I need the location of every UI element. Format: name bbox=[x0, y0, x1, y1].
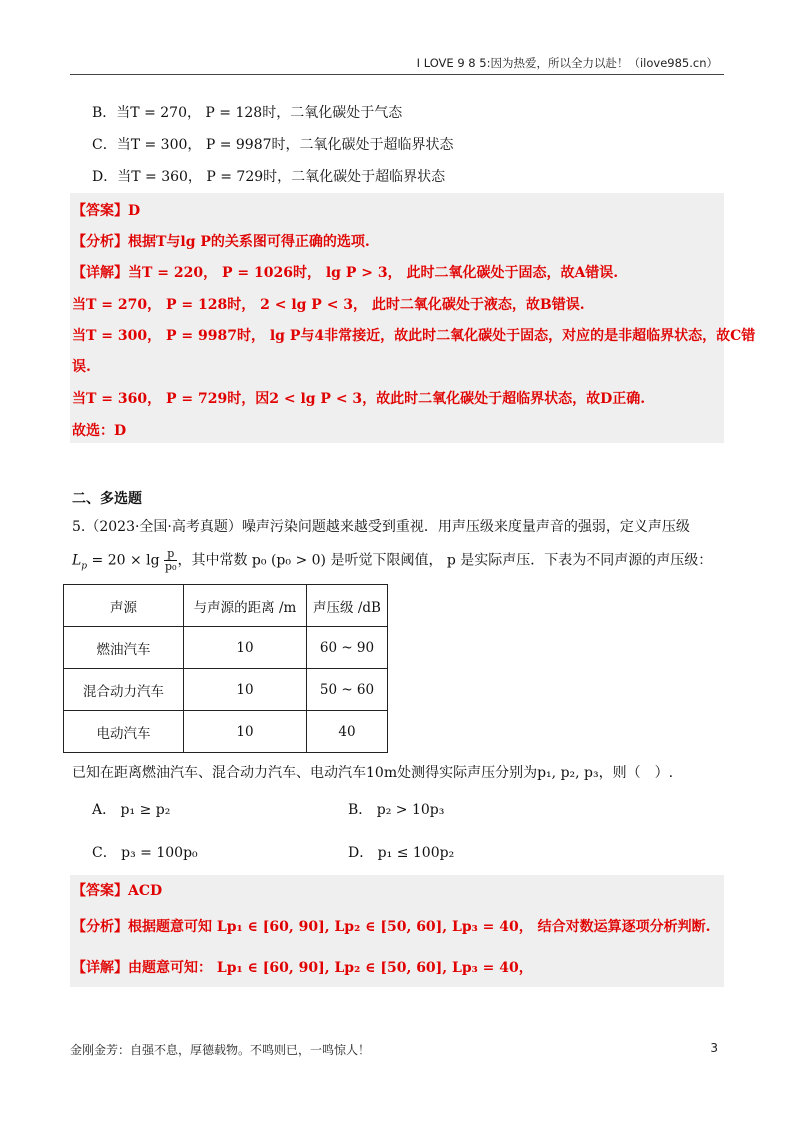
table-header-row bbox=[64, 585, 388, 627]
option-b: B． p₂ > 10p₃ bbox=[348, 802, 445, 818]
table-cell: 电动汽车 bbox=[64, 711, 184, 753]
question-stem-line-2 bbox=[72, 548, 712, 573]
question-stem-line-3: 已知在距离燃油汽车、混合动力汽车、电动汽车10m处测得实际声压分别为p₁, p₂, p₃，则（ ）. bbox=[72, 765, 674, 781]
header-text: I LOVE 9 8 5:因为热爱，所以全力以赴！（ilove985.cn） bbox=[416, 56, 718, 70]
detail-line-4: 当T = 360， P = 729时，因2 < lg P < 3，故此时二氧化碳处于超临界状态，故D正确. bbox=[72, 391, 646, 407]
option-c: C．当T = 300， P = 9987时，二氧化碳处于超临界状态 bbox=[92, 137, 454, 153]
section-title: 二、多选题 bbox=[72, 491, 142, 507]
header-divider bbox=[70, 74, 724, 75]
table-header: 声源 bbox=[64, 585, 184, 627]
sound-level-table bbox=[63, 584, 388, 753]
formula-eq: = 20 × lg bbox=[87, 552, 160, 569]
detail-line-2: 当T = 270， P = 128时， 2 < lg P < 3， 此时二氧化碳处于液态，故B错误. bbox=[72, 297, 585, 313]
table-cell: 50 ~ 60 bbox=[307, 669, 388, 711]
option-d: D． p₁ ≤ 100p₂ bbox=[348, 845, 455, 861]
fraction-denominator: p₀ bbox=[165, 560, 177, 573]
table-row bbox=[64, 669, 388, 711]
option-d: D．当T = 360， P = 729时，二氧化碳处于超临界状态 bbox=[92, 169, 446, 185]
detail-line-1: 【详解】当T = 220， P = 1026时， lg P > 3， 此时二氧化碳处于固态，故A错误. bbox=[72, 265, 619, 281]
formula-l-sub: p bbox=[81, 561, 88, 572]
formula-rest: ，其中常数 p₀ (p₀ > 0) 是听觉下限阈值， p 是实际声压．下表为不同声源的声压级： bbox=[177, 552, 713, 569]
page-number: 3 bbox=[710, 1041, 718, 1055]
table-row bbox=[64, 627, 388, 669]
table-cell: 60 ~ 90 bbox=[307, 627, 388, 669]
option-a: A． p₁ ≥ p₂ bbox=[92, 802, 171, 818]
option-c: C． p₃ = 100p₀ bbox=[92, 845, 198, 861]
detail-line-3-cont: 误. bbox=[72, 359, 91, 375]
table-cell: 燃油汽车 bbox=[64, 627, 184, 669]
table-cell: 混合动力汽车 bbox=[64, 669, 184, 711]
detail-line-3: 当T = 300， P = 9987时， lg P与4非常接近，故此时二氧化碳处于固态，对应的是非超临界状态，故C错 bbox=[72, 328, 756, 344]
option-b: B．当T = 270， P = 128时，二氧化碳处于气态 bbox=[92, 105, 403, 121]
answer-label: 【答案】D bbox=[72, 203, 141, 219]
table-row bbox=[64, 711, 388, 753]
analysis-text: 【分析】根据题意可知 Lp₁ ∈ [60, 90], Lp₂ ∈ [50, 60], Lp₃ = 40， 结合对数运算逐项分析判断. bbox=[72, 919, 711, 935]
table-cell: 40 bbox=[307, 711, 388, 753]
table-header: 声压级 /dB bbox=[307, 585, 388, 627]
choice-text: 故选：D bbox=[72, 423, 127, 439]
table-cell: 10 bbox=[184, 711, 307, 753]
formula-fraction bbox=[164, 548, 177, 573]
analysis-text: 【分析】根据T与lg P的关系图可得正确的选项. bbox=[72, 234, 370, 250]
table-cell: 10 bbox=[184, 669, 307, 711]
table-header: 与声源的距离 /m bbox=[184, 585, 307, 627]
footer-motto: 金刚金芳：自强不息，厚德载物。不鸣则已，一鸣惊人！ bbox=[70, 1043, 371, 1057]
table-cell: 10 bbox=[184, 627, 307, 669]
question-stem-line-1: 5.（2023·全国·高考真题）噪声污染问题越来越受到重视．用声压级来度量声音的强弱，定义声压级 bbox=[72, 519, 690, 535]
answer-label: 【答案】ACD bbox=[72, 883, 163, 899]
formula-l: L bbox=[72, 552, 82, 569]
fraction-numerator: p bbox=[164, 548, 177, 561]
detail-line: 【详解】由题意可知： Lp₁ ∈ [60, 90], Lp₂ ∈ [50, 60], Lp₃ = 40， bbox=[72, 960, 533, 976]
